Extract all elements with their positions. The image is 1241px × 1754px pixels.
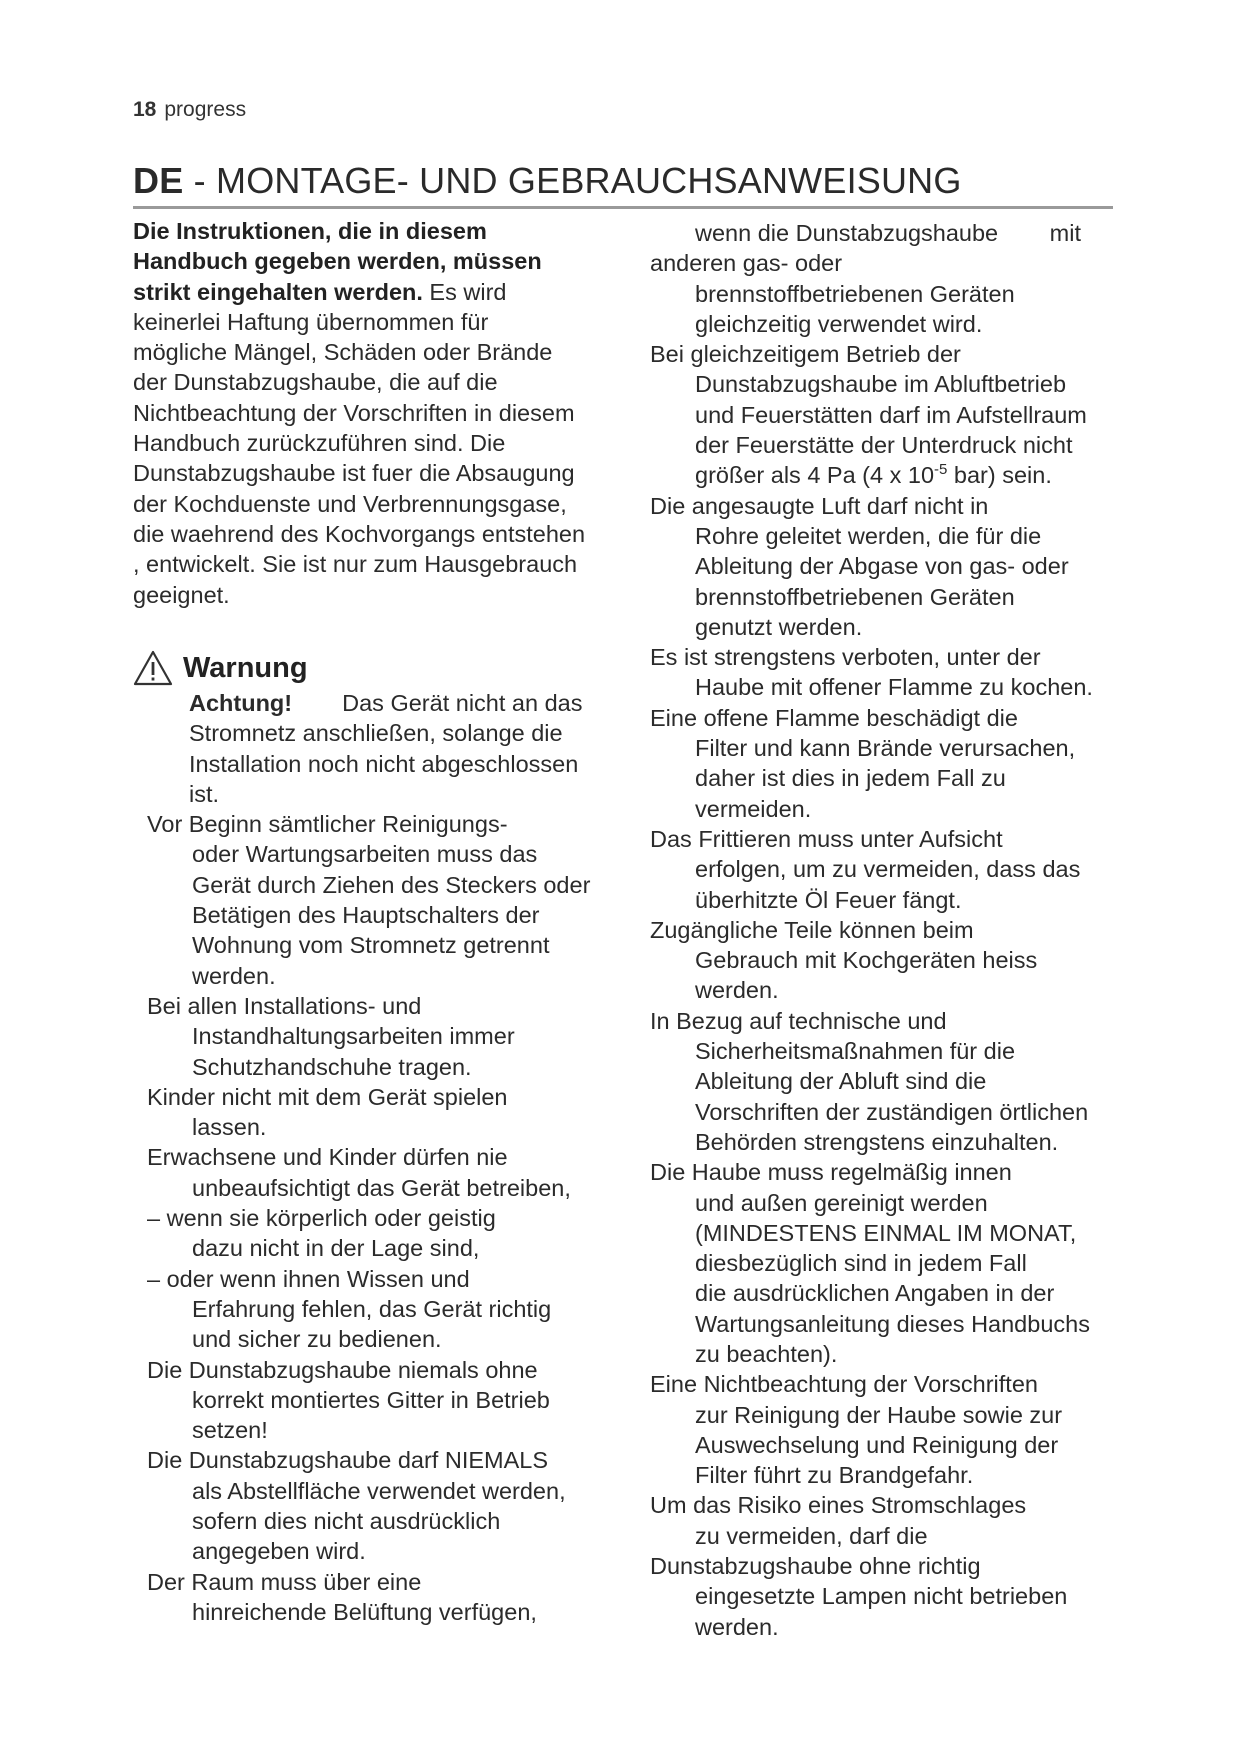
item-cont-line: werden.: [192, 962, 276, 989]
warning-lead: [133, 688, 623, 809]
item-cont-line: zur Reinigung der Haube sowie zur: [695, 1401, 1063, 1428]
item-cont-line: Rohre geleitet werden, die für die: [695, 522, 1042, 549]
item-first-line: Die Haube muss regelmäßig innen: [650, 1159, 1012, 1186]
item-cont-line: Dunstabzugshaube im Abluftbetrieb: [695, 371, 1067, 398]
item-first-line: Bei allen Installations- und: [147, 992, 422, 1019]
item-first-line: Zugängliche Teile können beim: [650, 916, 974, 943]
list-item: [133, 1445, 623, 1566]
item-first-line: Das Frittieren muss unter Aufsicht: [650, 825, 1003, 852]
lead-first-line: Das Gerät nicht an das: [342, 690, 583, 716]
item-cont-line: genutzt werden.: [695, 613, 863, 640]
item-cont-line: Filter führt zu Brandgefahr.: [695, 1462, 974, 1489]
item-cont-line: Wohnung vom Stromnetz getrennt: [192, 932, 550, 959]
item-first-line: Um das Risiko eines Stromschlages: [650, 1492, 1027, 1519]
intro-line: mögliche Mängel, Schäden oder Brände: [133, 339, 553, 366]
item-cont-line: als Abstellfläche verwendet werden,: [192, 1477, 566, 1504]
item-cont-line: vermeiden.: [695, 795, 812, 822]
list-item: [650, 915, 1120, 1006]
item-cont-line: Gerät durch Ziehen des Steckers oder: [192, 871, 591, 898]
pressure-unit: bar) sein.: [947, 462, 1052, 489]
intro-line: keinerlei Haftung übernommen für: [133, 308, 489, 335]
item-first-line: Die Dunstabzugshaube darf NIEMALS: [147, 1447, 549, 1474]
continuation-line: wenn die Dunstabzugshaube: [695, 220, 999, 246]
item-first-line: Vor Beginn sämtlicher Reinigungs-: [147, 811, 508, 838]
intro-bold-line: Handbuch gegeben werden, müssen: [133, 248, 542, 275]
warning-title: Warnung: [183, 651, 308, 684]
warning-heading: [133, 648, 623, 688]
item-cont-line: korrekt montiertes Gitter in Betrieb: [192, 1386, 550, 1413]
item-first-line: Eine Nichtbeachtung der Vorschriften: [650, 1371, 1038, 1398]
list-item: [650, 1490, 1120, 1551]
intro-bold-line: Die Instruktionen, die in diesem: [133, 218, 487, 244]
intro-line: Nichtbeachtung der Vorschriften in diesem: [133, 399, 575, 426]
item-first-line: Dunstabzugshaube ohne richtig: [650, 1553, 981, 1580]
item-first-line: Erwachsene und Kinder dürfen nie: [147, 1144, 508, 1171]
item-cont-line: diesbezüglich sind in jedem Fall: [695, 1250, 1027, 1277]
item-cont-line: eingesetzte Lampen nicht betrieben: [695, 1583, 1068, 1610]
brand-name: progress: [164, 98, 247, 121]
item-cont-line: der Feuerstätte der Unterdruck nicht: [695, 432, 1073, 459]
right-column: [650, 218, 1120, 1642]
item-cont-line: (MINDESTENS EINMAL IM MONAT,: [695, 1219, 1077, 1246]
item-cont-line: werden.: [695, 1613, 779, 1640]
pressure-text: größer als 4 Pa (4 x 10: [695, 462, 935, 489]
item-cont-line: und sicher zu bedienen.: [192, 1326, 442, 1353]
item-first-line: Es ist strengstens verboten, unter der: [650, 644, 1041, 671]
continuation-block: [650, 218, 1120, 339]
item-cont-line: und Feuerstätten darf im Aufstellraum: [695, 401, 1087, 428]
page-title: [133, 160, 962, 202]
list-item: [133, 1203, 623, 1264]
item-cont-line: [650, 460, 1120, 490]
pressure-exponent: -5: [934, 461, 948, 479]
list-item: [133, 809, 623, 991]
item-cont-line: Haube mit offener Flamme zu kochen.: [695, 674, 1093, 701]
item-cont-line: zu vermeiden, darf die: [695, 1522, 928, 1549]
item-cont-line: Wartungsanleitung dieses Handbuchs: [695, 1310, 1090, 1337]
item-cont-line: Schutzhandschuhe tragen.: [192, 1053, 472, 1080]
continuation-line: brennstoffbetriebenen Geräten: [695, 280, 1015, 307]
item-first-line: Bei gleichzeitigem Betrieb der: [650, 341, 961, 368]
language-code: DE: [133, 160, 184, 201]
list-item: [133, 991, 623, 1082]
list-item: [133, 1082, 623, 1143]
list-item: [650, 491, 1120, 642]
item-first-line: Die angesaugte Luft darf nicht in: [650, 492, 989, 519]
item-cont-line: Filter und kann Brände verursachen,: [695, 735, 1076, 762]
list-item: [650, 1006, 1120, 1157]
pressure-item: [650, 339, 1120, 490]
item-cont-line: Erfahrung fehlen, das Gerät richtig: [192, 1295, 552, 1322]
item-cont-line: überhitzte Öl Feuer fängt.: [695, 886, 962, 913]
list-item: [650, 1157, 1120, 1369]
intro-line: der Kochduenste und Verbrennungsgase,: [133, 490, 567, 517]
intro-bold-line: strikt eingehalten werden.: [133, 278, 423, 305]
title-divider: [133, 206, 1113, 209]
item-cont-line: und außen gereinigt werden: [695, 1189, 988, 1216]
intro-paragraph: [133, 216, 613, 610]
item-cont-line: Instandhaltungsarbeiten immer: [192, 1023, 515, 1050]
item-cont-line: werden.: [695, 977, 779, 1004]
item-cont-line: Ableitung der Abluft sind die: [695, 1068, 987, 1095]
item-cont-line: Ableitung der Abgase von gas- oder: [695, 553, 1069, 580]
item-cont-line: hinreichende Belüftung verfügen,: [192, 1598, 537, 1625]
item-first-line: Die Dunstabzugshaube niemals ohne: [147, 1356, 538, 1383]
item-first-line: Kinder nicht mit dem Gerät spielen: [147, 1083, 508, 1110]
lead-cont-line: Installation noch nicht abgeschlossen: [189, 750, 579, 777]
item-cont-line: Auswechselung und Reinigung der: [695, 1431, 1059, 1458]
item-first-line: – wenn sie körperlich oder geistig: [147, 1205, 496, 1232]
item-cont-line: Gebrauch mit Kochgeräten heiss: [695, 947, 1038, 974]
intro-line: Handbuch zurückzuführen sind. Die: [133, 430, 506, 457]
item-cont-line: sofern dies nicht ausdrücklich: [192, 1508, 501, 1535]
list-item: [650, 1551, 1120, 1642]
list-item: [650, 1369, 1120, 1490]
list-item: [133, 1142, 623, 1203]
list-item: [133, 1355, 623, 1446]
list-item: [133, 1264, 623, 1355]
intro-line: Dunstabzugshaube ist fuer die Absaugung: [133, 460, 575, 487]
list-item: [650, 642, 1120, 703]
warning-triangle-icon: [133, 650, 173, 686]
item-cont-line: unbeaufsichtigt das Gerät betreiben,: [192, 1174, 571, 1201]
intro-line: geeignet.: [133, 581, 230, 608]
intro-line: der Dunstabzugshaube, die auf die: [133, 369, 498, 396]
item-cont-line: brennstoffbetriebenen Geräten: [695, 583, 1015, 610]
item-first-line: Der Raum muss über eine: [147, 1568, 422, 1595]
page-number: 18: [133, 98, 157, 121]
item-first-line: Eine offene Flamme beschädigt die: [650, 704, 1018, 731]
list-item: [650, 703, 1120, 824]
item-cont-line: Sicherheitsmaßnahmen für die: [695, 1038, 1016, 1065]
item-cont-line: Behörden strengstens einzuhalten.: [695, 1128, 1059, 1155]
item-cont-line: Betätigen des Hauptschalters der: [192, 902, 540, 929]
item-cont-line: zu beachten).: [695, 1340, 838, 1367]
item-cont-line: dazu nicht in der Lage sind,: [192, 1235, 480, 1262]
item-cont-line: oder Wartungsarbeiten muss das: [192, 841, 538, 868]
item-cont-line: erfolgen, um zu vermeiden, dass das: [695, 856, 1081, 883]
lead-cont-line: Stromnetz anschließen, solange die: [189, 720, 563, 747]
item-cont-line: setzen!: [192, 1417, 268, 1444]
lead-cont-line: ist.: [189, 780, 220, 807]
item-cont-line: daher ist dies in jedem Fall zu: [695, 765, 1006, 792]
intro-line: , entwickelt. Sie ist nur zum Hausgebrauch: [133, 551, 578, 578]
attention-label: Achtung!: [189, 690, 293, 716]
warning-section: [133, 648, 623, 1627]
list-item: [133, 1567, 623, 1628]
continuation-line: gleichzeitig verwendet wird.: [695, 310, 983, 337]
page-header: [133, 98, 246, 122]
item-cont-line: Vorschriften der zuständigen örtlichen: [695, 1098, 1089, 1125]
item-cont-line: die ausdrücklichen Angaben in der: [695, 1280, 1055, 1307]
warning-body: [133, 688, 623, 1627]
item-cont-line: lassen.: [192, 1114, 267, 1141]
intro-line: Es wird: [422, 278, 507, 305]
item-first-line: – oder wenn ihnen Wissen und: [147, 1265, 470, 1292]
title-text: - MONTAGE- UND GEBRAUCHSANWEISUNG: [183, 160, 962, 201]
item-cont-line: angegeben wird.: [192, 1538, 366, 1565]
item-first-line: In Bezug auf technische und: [650, 1007, 947, 1034]
continuation-line: mit anderen gas- oder: [650, 220, 1081, 277]
intro-line: die waehrend des Kochvorgangs entstehen: [133, 520, 586, 547]
list-item: [650, 824, 1120, 915]
